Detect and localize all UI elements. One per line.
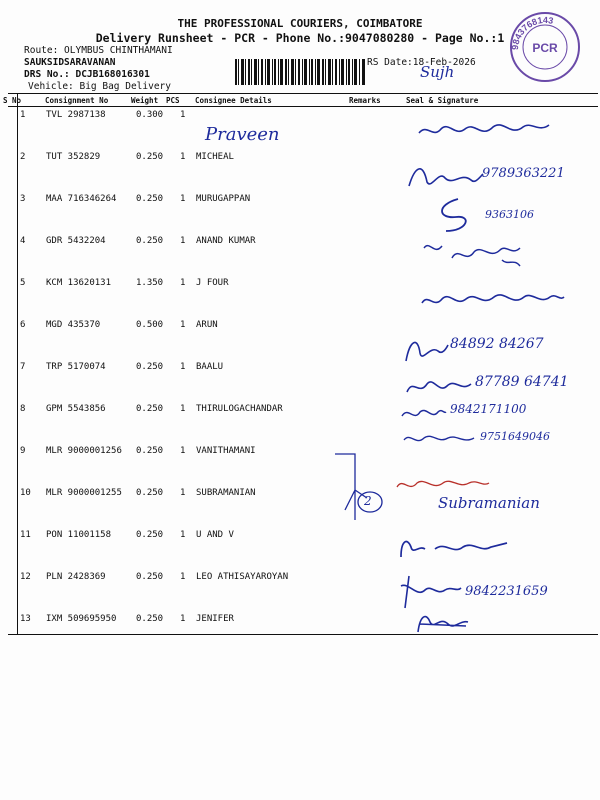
row12-signature-scribble bbox=[395, 572, 465, 612]
row-consignment: MGD 435370 bbox=[46, 320, 101, 330]
col-header-sno: S No bbox=[3, 96, 22, 105]
col-header-remarks: Remarks bbox=[349, 96, 381, 105]
row9-10-bracket-mark bbox=[325, 450, 385, 530]
row-consignee: LEO ATHISAYAROYAN bbox=[196, 572, 289, 582]
row-consignee: J FOUR bbox=[196, 278, 229, 288]
company-stamp bbox=[508, 10, 582, 84]
row-weight: 0.250 bbox=[136, 530, 164, 540]
row-pcs: 1 bbox=[180, 614, 186, 624]
row-consignment: TRP 5170074 bbox=[46, 362, 106, 372]
row-consignment: PLN 2428369 bbox=[46, 572, 106, 582]
page-subtitle: Delivery Runsheet - PCR - Phone No.:9047080280 - Page No.:1 bbox=[95, 31, 505, 45]
row-sno: 12 bbox=[20, 572, 31, 582]
row-consignment: KCM 13620131 bbox=[46, 278, 112, 288]
row2-signature-scribble bbox=[405, 160, 485, 192]
row-weight: 0.250 bbox=[136, 362, 164, 372]
row6-phone-number: 84892 84267 bbox=[450, 336, 544, 352]
row-pcs: 1 bbox=[180, 194, 186, 204]
row-weight: 1.350 bbox=[136, 278, 164, 288]
row7-signature-scribble bbox=[403, 372, 478, 400]
row-weight: 0.250 bbox=[136, 488, 164, 498]
row2-phone-number: 9789363221 bbox=[482, 166, 565, 181]
row-sno: 10 bbox=[20, 488, 31, 498]
row-consignee: VANITHAMANI bbox=[196, 446, 256, 456]
row-consignment: TUT 352829 bbox=[46, 152, 101, 162]
column-divider bbox=[17, 93, 18, 634]
row-weight: 0.250 bbox=[136, 194, 164, 204]
col-header-weight: Weight bbox=[131, 96, 159, 105]
row8b-signature-scribble bbox=[400, 428, 478, 448]
table-header-rule bbox=[8, 106, 598, 107]
rs-date: RS Date:18-Feb-2026 bbox=[367, 57, 476, 68]
table-bottom-rule bbox=[8, 634, 598, 635]
row-pcs: 1 bbox=[180, 278, 186, 288]
row-consignment: GPM 5543856 bbox=[46, 404, 106, 414]
row-weight: 0.250 bbox=[136, 404, 164, 414]
row-consignee: BAALU bbox=[196, 362, 224, 372]
row10-handwritten-name: Subramanian bbox=[438, 494, 540, 512]
row-sno: 13 bbox=[20, 614, 31, 624]
row-weight: 0.250 bbox=[136, 152, 164, 162]
row7-phone-number: 87789 64741 bbox=[475, 374, 569, 390]
col-header-consignment: Consignment No bbox=[45, 96, 109, 105]
row8-phone-number-b: 9751649046 bbox=[480, 430, 550, 443]
staff-name: SAUKSIDSARAVANAN bbox=[24, 57, 116, 68]
row-pcs: 1 bbox=[180, 404, 186, 414]
row-pcs: 1 bbox=[180, 110, 186, 120]
row-consignee: SUBRAMANIAN bbox=[196, 488, 256, 498]
row-sno: 6 bbox=[20, 320, 26, 330]
row-consignment: MAA 716346264 bbox=[46, 194, 117, 204]
drs-number: DRS No.: DCJB168016301 bbox=[24, 69, 150, 80]
row-consignee: MURUGAPPAN bbox=[196, 194, 251, 204]
row-sno: 2 bbox=[20, 152, 26, 162]
row-weight: 0.250 bbox=[136, 236, 164, 246]
row-pcs: 1 bbox=[180, 320, 186, 330]
row-pcs: 1 bbox=[180, 488, 186, 498]
row-consignment: GDR 5432204 bbox=[46, 236, 106, 246]
row8-phone-number-a: 9842171100 bbox=[450, 402, 527, 416]
row-consignee: U AND V bbox=[196, 530, 234, 540]
stamp-code: PCR bbox=[532, 41, 558, 55]
row13-signature-scribble bbox=[412, 608, 472, 638]
row-consignment: MLR 9000001256 bbox=[46, 446, 122, 456]
row-sno: 8 bbox=[20, 404, 26, 414]
route-label: Route: OLYMBUS CHINTHAMANI bbox=[24, 45, 173, 56]
row3-signature-scribble bbox=[428, 195, 488, 235]
header-initials-signature: Sujh bbox=[420, 63, 455, 81]
row-consignee: THIRULOGACHANDAR bbox=[196, 404, 283, 414]
row1-handwritten-consignee: Praveen bbox=[205, 124, 280, 145]
row-sno: 1 bbox=[20, 110, 26, 120]
row10-circled-number: 2 bbox=[364, 494, 372, 508]
row5-signature-scribble bbox=[418, 285, 568, 315]
row-consignee: MICHEAL bbox=[196, 152, 234, 162]
row-consignment: PON 11001158 bbox=[46, 530, 112, 540]
barcode bbox=[235, 59, 365, 85]
row6-signature-scribble bbox=[400, 333, 450, 369]
row10-red-signature-scribble bbox=[393, 473, 493, 495]
row-weight: 0.300 bbox=[136, 110, 164, 120]
row4-signature-scribble bbox=[420, 236, 530, 272]
row12-phone-number: 9842231659 bbox=[465, 584, 548, 599]
row-pcs: 1 bbox=[180, 236, 186, 246]
row-pcs: 1 bbox=[180, 530, 186, 540]
col-header-consignee: Consignee Details bbox=[195, 96, 272, 105]
row-weight: 0.250 bbox=[136, 446, 164, 456]
row3-phone-number: 9363106 bbox=[485, 208, 534, 221]
row-consignee: JENIFER bbox=[196, 614, 234, 624]
row-weight: 0.250 bbox=[136, 614, 164, 624]
row-consignee: ANAND KUMAR bbox=[196, 236, 256, 246]
page-title: THE PROFESSIONAL COURIERS, COIMBATORE bbox=[177, 17, 423, 30]
col-header-pcs: PCS bbox=[166, 96, 180, 105]
row8-signature-scribble bbox=[398, 402, 448, 424]
row-weight: 0.250 bbox=[136, 572, 164, 582]
stamp-number: 9843768143 bbox=[509, 14, 555, 51]
row-consignee: ARUN bbox=[196, 320, 218, 330]
row-weight: 0.500 bbox=[136, 320, 164, 330]
vehicle-label: Vehicle: Big Bag Delivery bbox=[28, 81, 171, 92]
table-top-rule bbox=[8, 93, 598, 94]
row-sno: 11 bbox=[20, 530, 31, 540]
row-pcs: 1 bbox=[180, 152, 186, 162]
row-consignment: IXM 509695950 bbox=[46, 614, 117, 624]
row-pcs: 1 bbox=[180, 572, 186, 582]
row-sno: 9 bbox=[20, 446, 26, 456]
row11-signature-scribble bbox=[395, 533, 515, 563]
row-consignment: MLR 9000001255 bbox=[46, 488, 122, 498]
row-sno: 5 bbox=[20, 278, 26, 288]
row-pcs: 1 bbox=[180, 446, 186, 456]
row1-signature-scribble bbox=[415, 115, 555, 145]
row-sno: 7 bbox=[20, 362, 26, 372]
row-consignment: TVL 2987138 bbox=[46, 110, 106, 120]
row-pcs: 1 bbox=[180, 362, 186, 372]
row-sno: 3 bbox=[20, 194, 26, 204]
col-header-signature: Seal & Signature bbox=[406, 96, 479, 105]
row-sno: 4 bbox=[20, 236, 26, 246]
